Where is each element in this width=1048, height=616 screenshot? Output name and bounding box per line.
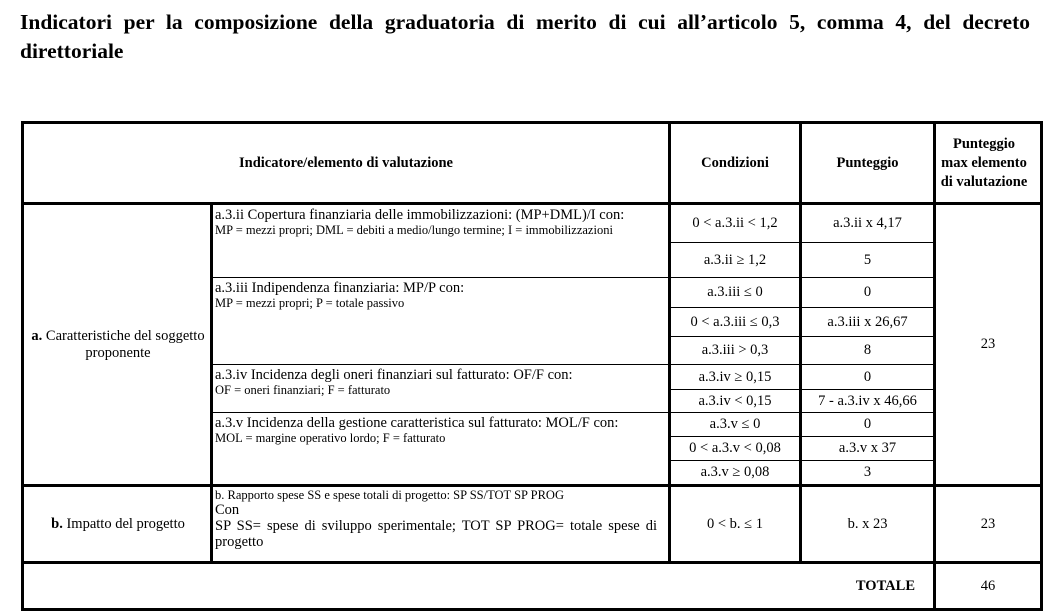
indicator-b-title: b. Rapporto spese SS e spese totali di progetto: SP SS/TOT SP PROG	[215, 488, 564, 502]
section-b-score: b. x 23	[847, 515, 888, 532]
condition-cell: 0 < a.3.ii < 1,2	[692, 215, 778, 231]
condition-cell: a.3.iii ≤ 0	[707, 284, 763, 300]
col-line-indicator-left	[210, 204, 213, 563]
indicator-a3ii	[215, 207, 665, 237]
header-conditions: Condizioni	[701, 154, 769, 171]
score-cell: 5	[863, 251, 872, 268]
indicator-a3iv-title: a.3.iv Incidenza degli oneri finanziari sul fatturato: OF/F con:	[215, 367, 573, 383]
indicator-b-legend: SP SS= spese di sviluppo sperimentale; TOT SP PROG= totale spese di progetto	[215, 518, 657, 550]
condition-cell: a.3.ii ≥ 1,2	[703, 251, 767, 268]
score-cell: 0	[863, 284, 872, 300]
score-cell: 0	[863, 368, 872, 385]
table-border-bottom	[21, 608, 1043, 611]
section-b-prefix: b.	[51, 515, 63, 532]
indicator-a3iv-legend: OF = oneri finanziari; F = fatturato	[215, 383, 391, 397]
indicator-b-con: Con	[215, 502, 240, 518]
section-a-label	[28, 205, 208, 484]
page-title: Indicatori per la composizione della graduatoria di merito di cui all’articolo 5, comma 4, del decreto direttoriale	[20, 10, 1030, 63]
score-cell: 8	[863, 342, 872, 358]
section-b-max-score: 23	[980, 515, 996, 532]
section-b-condition: 0 < b. ≤ 1	[706, 515, 763, 532]
section-a-prefix: a.	[31, 327, 43, 344]
header-max-score: Punteggio max elemento di valutazione	[940, 135, 1028, 190]
section-a-text: Caratteristiche del soggetto proponente	[42, 327, 205, 361]
indicator-a3ii-title: a.3.ii Copertura finanziaria delle immobilizzazioni: (MP+DML)/I con:	[215, 207, 625, 223]
score-cell: 3	[863, 464, 872, 480]
score-cell: 7 - a.3.iv x 46,66	[818, 392, 917, 409]
score-cell: a.3.v x 37	[838, 440, 897, 456]
indicator-a3v-legend: MOL = margine operativo lordo; F = fatturato	[215, 431, 446, 445]
condition-cell: 0 < a.3.iii ≤ 0,3	[690, 313, 780, 330]
score-cell: a.3.ii x 4,17	[833, 215, 902, 231]
indicator-b	[215, 488, 657, 550]
condition-cell: a.3.iv ≥ 0,15	[698, 368, 772, 385]
total-value: 46	[980, 577, 996, 594]
score-cell: 0	[863, 416, 872, 432]
condition-cell: 0 < a.3.v < 0,08	[689, 440, 781, 456]
section-b-label	[28, 487, 208, 561]
header-score: Punteggio	[836, 154, 899, 171]
indicator-a3iii	[215, 280, 665, 310]
condition-cell: a.3.iv < 0,15	[698, 392, 772, 409]
total-label: TOTALE	[855, 577, 915, 594]
indicator-a3iv	[215, 367, 665, 397]
indicator-a3v-title: a.3.v Incidenza della gestione caratteristica sul fatturato: MOL/F con:	[215, 415, 619, 431]
section-b-text: Impatto del progetto	[62, 515, 185, 532]
indicator-a3iii-legend: MP = mezzi propri; P = totale passivo	[215, 296, 405, 310]
indicator-a3ii-legend: MP = mezzi propri; DML = debiti a medio/lungo termine; I = immobilizzazioni	[215, 223, 613, 237]
section-a-max-score: 23	[980, 336, 996, 352]
indicator-a3v	[215, 415, 665, 445]
condition-cell: a.3.v ≤ 0	[709, 416, 761, 432]
score-cell: a.3.iii x 26,67	[827, 313, 908, 330]
table-border-right	[1040, 121, 1043, 611]
header-indicator: Indicatore/elemento di valutazione	[239, 154, 453, 171]
indicator-a3iii-title: a.3.iii Indipendenza finanziaria: MP/P con:	[215, 280, 465, 296]
condition-cell: a.3.iii > 0,3	[701, 342, 769, 358]
condition-cell: a.3.v ≥ 0,08	[700, 464, 770, 480]
